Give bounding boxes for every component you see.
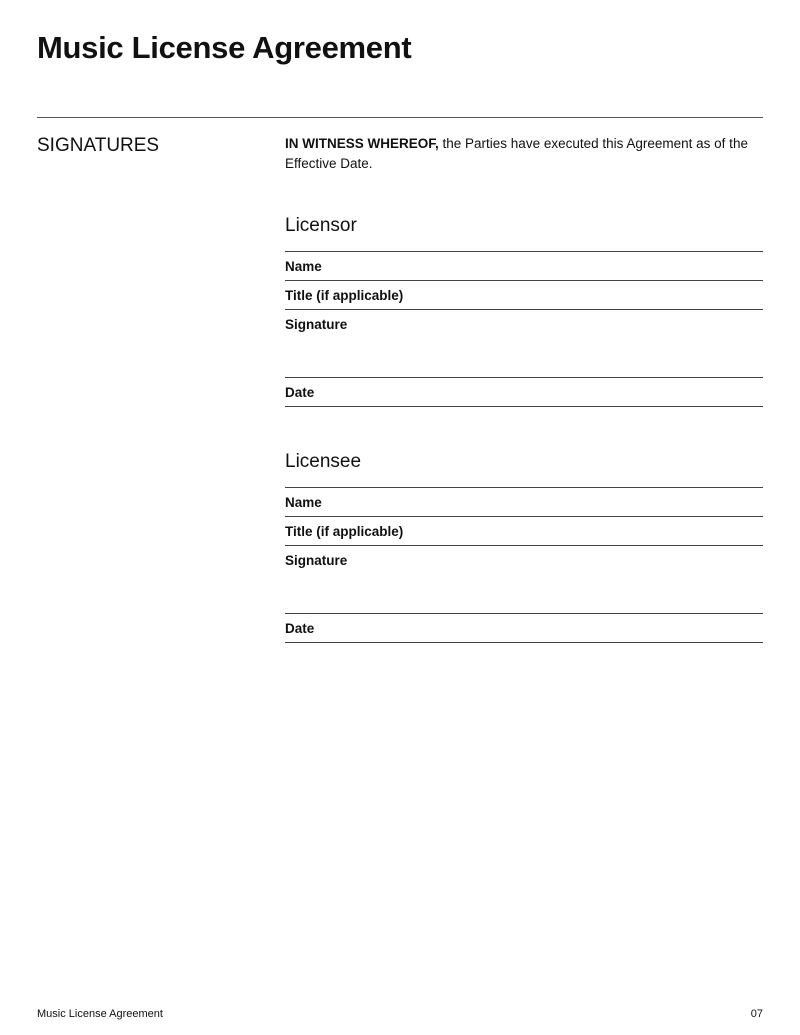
footer-document-title: Music License Agreement [37, 1008, 163, 1020]
licensee-heading: Licensee [285, 451, 362, 472]
licensee-name-label: Name [285, 495, 322, 510]
witness-lead: IN WITNESS WHEREOF, [285, 136, 439, 151]
licensor-title-label: Title (if applicable) [285, 288, 404, 303]
footer-page-number: 07 [750, 1008, 763, 1020]
licensor-signature-field[interactable] [285, 309, 763, 377]
licensor-signature-label: Signature [285, 317, 348, 332]
page-title: Music License Agreement [37, 30, 412, 65]
licensee-title-field[interactable] [285, 516, 763, 545]
witness-text: the Parties have executed this Agreement as of the Effective Date. [285, 136, 748, 171]
licensee-name-field[interactable] [285, 487, 763, 516]
licensor-title-field[interactable] [285, 280, 763, 309]
licensee-date-field[interactable] [285, 613, 763, 643]
licensor-date-label: Date [285, 385, 315, 400]
licensee-signature-field[interactable] [285, 545, 763, 613]
licensor-date-field[interactable] [285, 377, 763, 407]
licensee-date-label: Date [285, 621, 315, 636]
licensee-title-label: Title (if applicable) [285, 524, 404, 539]
witness-paragraph [285, 134, 763, 174]
licensor-name-label: Name [285, 259, 322, 274]
licensor-name-field[interactable] [285, 251, 763, 280]
licensor-heading: Licensor [285, 215, 357, 236]
header-divider [37, 117, 763, 118]
licensee-signature-label: Signature [285, 553, 348, 568]
section-label: SIGNATURES [37, 135, 160, 156]
signatures-content [285, 134, 763, 643]
